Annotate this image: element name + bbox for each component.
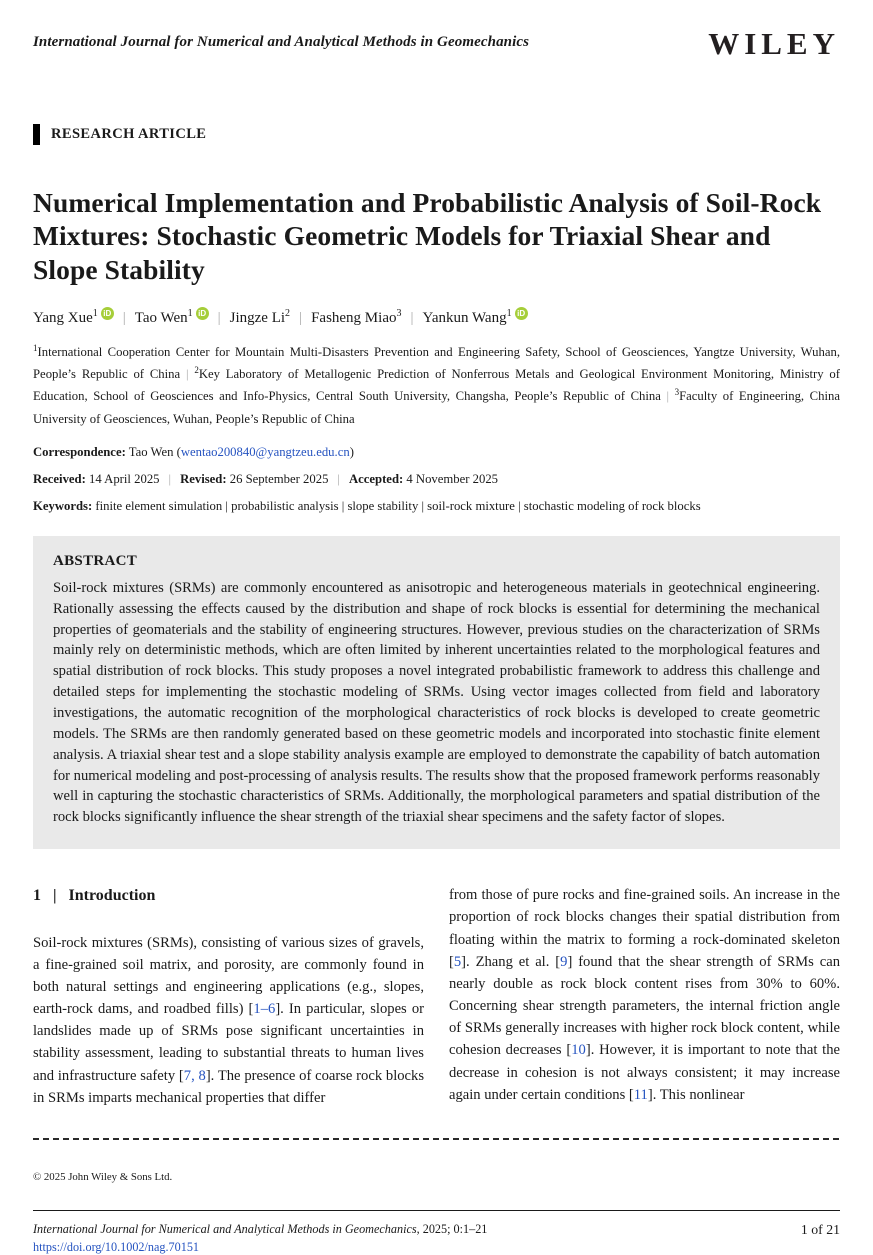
text-segment: finite element simulation | probabilistic analysis | slope stability | soil-rock mixture | stochastic modeling of rock blocks: [92, 498, 701, 513]
email-link[interactable]: wentao200840@yangtzeu.edu.cn: [180, 444, 350, 459]
text-segment: Key Laboratory of Metallogenic Prediction of Nonferrous Metals and Geological Environment Monitoring, Ministry of Education, School of Geosciences and Info-Physics, Central South University, Changsha, People’s Republic of China: [33, 367, 840, 404]
text-segment: |: [168, 471, 172, 486]
footer-citation-block: [33, 1222, 487, 1255]
keywords-line: [33, 499, 840, 514]
text-segment: |: [122, 309, 126, 326]
intro-paragraph-left: [33, 932, 424, 1109]
text-segment: Tao Wen (: [125, 444, 181, 459]
dashed-divider: [33, 1138, 840, 1140]
text-segment: Correspondence:: [33, 444, 126, 459]
superscript-marker: 1: [33, 342, 38, 353]
footer-divider: [33, 1210, 840, 1211]
text-segment: |: [337, 471, 340, 486]
article-type-badge: [33, 124, 840, 145]
text-segment: International Cooperation Center for Mountain Multi-Disasters Prevention and Engineering Safety, School of Geosciences, Yangtze University, Wuhan, People’s Republic of China: [33, 345, 840, 382]
section-heading-introduction: [33, 884, 424, 908]
superscript-marker: 2: [285, 307, 291, 319]
superscript-marker: 3: [396, 307, 402, 319]
text-segment: Soil-rock mixtures (SRMs), consisting of various sizes of gravels, a fine-grained soil matrix, and porosity, are commonly found in both natural settings and engineering applications (e.g., slopes, earth-rock dams, and roadbed fills) [: [33, 934, 424, 1018]
text-segment: ]. Zhang et al. [: [461, 953, 561, 970]
journal-name: International Journal for Numerical and Analytical Methods in Geomechanics: [33, 34, 530, 50]
text-segment: ]. This nonlinear: [647, 1086, 745, 1103]
author-list: [33, 307, 840, 327]
superscript-marker: 2: [194, 365, 199, 376]
copyright-notice: © 2025 John Wiley & Sons Ltd.: [33, 1170, 173, 1183]
orcid-icon[interactable]: iD: [101, 307, 114, 320]
text-segment: Accepted:: [348, 471, 404, 486]
left-column: [33, 884, 424, 1109]
text-segment: Introduction: [68, 887, 156, 905]
text-segment: International Journal for Numerical and Analytical Methods in Geomechanics: [33, 1221, 417, 1236]
superscript-marker: 1: [92, 307, 98, 319]
text-segment: Yankun Wang: [422, 309, 507, 326]
abstract-heading: ABSTRACT: [53, 552, 138, 569]
footer-journal-line: [33, 1222, 487, 1237]
article-title: Numerical Implementation and Probabilistic Analysis of Soil-Rock Mixtures: Stochastic Geometric Models for Triaxial Shear and Slope Stability: [33, 187, 822, 285]
page-footer: [33, 1222, 840, 1255]
text-segment: ): [349, 444, 354, 459]
badge-bar-decoration: [33, 124, 40, 145]
text-segment: Jingze Li: [229, 309, 286, 326]
article-type-label: RESEARCH ARTICLE: [51, 126, 207, 142]
text-segment: ] found that the shear strength of SRMs can nearly double as rock block content rises from 30% to 60%. Concerning shear strength parameters, the internal friction angle of SRMs generally increases with higher rock block content, while cohesion decreases [: [449, 953, 840, 1059]
text-segment: Tao Wen: [134, 309, 188, 326]
text-segment: Fasheng Miao: [311, 309, 397, 326]
citation-link[interactable]: 1–6: [253, 1001, 276, 1018]
text-segment: from those of pure rocks and fine-grained soils. An increase in the proportion of rock blocks changes their spatial distribution from floating within the matrix to forming a rock-dominated skeleton [: [449, 887, 840, 970]
wiley-logo: WILEY: [708, 26, 840, 61]
correspondence-line: [33, 445, 840, 460]
orcid-icon[interactable]: iD: [196, 307, 209, 320]
dates-line: [33, 472, 840, 487]
superscript-marker: 3: [674, 387, 680, 398]
orcid-icon[interactable]: iD: [515, 307, 528, 320]
text-segment: ]. The presence of coarse rock blocks in SRMs imparts mechanical properties that differ: [33, 1067, 425, 1106]
text-segment: Revised:: [180, 471, 227, 486]
text-segment: Faculty of Engineering, China University of Geosciences, Wuhan, People’s Republic of China: [33, 389, 840, 426]
text-segment: |: [180, 367, 195, 382]
text-segment: |: [299, 309, 303, 326]
citation-link[interactable]: 10: [571, 1042, 586, 1059]
citation-link[interactable]: 7, 8: [183, 1067, 206, 1084]
text-segment: 1: [33, 887, 41, 905]
text-segment: |: [660, 389, 675, 404]
citation-link[interactable]: 11: [633, 1086, 648, 1103]
text-segment: Received:: [33, 471, 86, 486]
superscript-marker: 1: [506, 307, 512, 319]
page-number: 1 of 21: [800, 1221, 840, 1237]
text-segment: , 2025; 0:1–21: [416, 1221, 488, 1236]
citation-link[interactable]: 9: [560, 953, 568, 970]
intro-paragraph-right: [449, 884, 840, 1106]
text-segment: |: [410, 309, 414, 326]
text-segment: |: [53, 887, 57, 905]
text-segment: ]. In particular, slopes or landslides made up of SRMs pose significant uncertainties in stability assessment, leading to substantial threats to human lives and infrastructure safety [: [33, 1001, 424, 1084]
text-segment: |: [217, 309, 221, 326]
superscript-marker: 1: [187, 307, 193, 319]
page-header: [33, 0, 840, 66]
text-segment: 14 April 2025: [85, 471, 160, 486]
body-columns: [33, 884, 840, 1109]
abstract-box: [33, 536, 840, 849]
doi-link[interactable]: https://doi.org/10.1002/nag.70151: [33, 1239, 200, 1254]
right-column: [449, 884, 840, 1109]
text-segment: 4 November 2025: [403, 471, 499, 486]
affiliations: [33, 341, 840, 430]
text-segment: Yang Xue: [33, 309, 93, 326]
text-segment: Keywords:: [33, 498, 93, 513]
abstract-text: Soil-rock mixtures (SRMs) are commonly encountered as anisotropic and heterogeneous materials in geotechnical engineering. Rationally assessing the effects caused by the distribution and shape of rock blocks is essential for determining the mechanical properties of geomaterials and the stability of engineering structures. However, previous studies on the characterization of SRMs mainly rely on deterministic methods, which are often limited by inherent uncertainties related to the morphological features and spatial distribution of rock blocks. This study proposes a novel integrated probabilistic framework to address this challenge and detailed steps for implementing the stochastic modeling of SRMs. Using vector images collected from field and laboratory investigations, the automatic recognition of the morphological characteristics of rock blocks is developed to create geometric models. The SRMs are then randomly generated based on these geometric models and incorporated into stochastic finite element analysis. A triaxial shear test and a slope stability analysis example are employed to demonstrate the capability of batch automation for numerical modeling and post-processing of analysis results. The results show that the proposed framework performs reasonably well in capturing the stochastic characteristics of SRMs. Additionally, the morphological parameters and spatial distribution of the rock blocks significantly influence the shear strength of the triaxial shear specimens and the safety factor of slopes.: [53, 579, 820, 826]
text-segment: 26 September 2025: [226, 471, 329, 486]
citation-link[interactable]: 5: [453, 953, 462, 970]
text-segment: ]. However, it is important to note that the decrease in cohesion is not always consistent; it may increase again under certain conditions [: [449, 1042, 841, 1103]
